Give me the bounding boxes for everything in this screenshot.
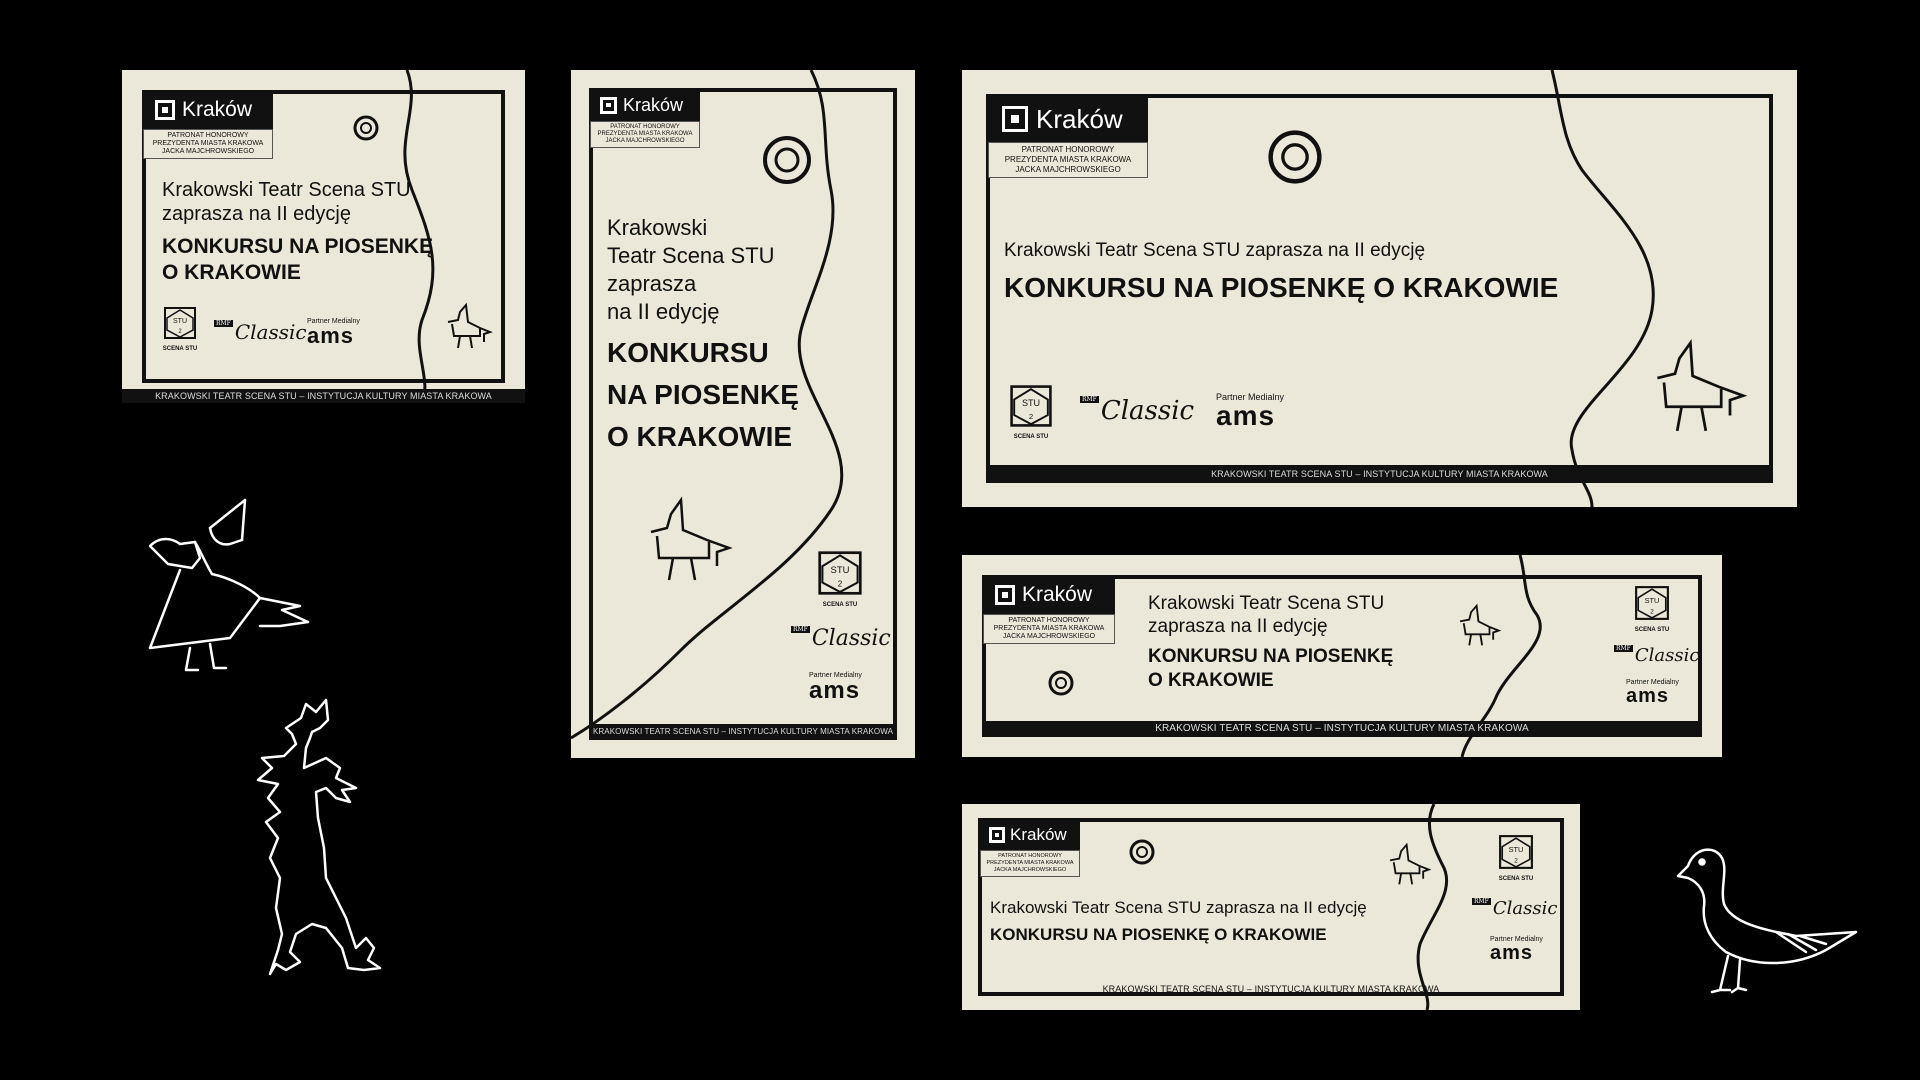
banner-small-landscape[interactable]: [962, 804, 1580, 1010]
pretzel-icon: [352, 114, 380, 142]
city-name: Kraków: [1036, 103, 1123, 134]
stu-caption: SCENA STU: [162, 346, 198, 352]
stu-caption: SCENA STU: [1013, 434, 1049, 440]
footer-text: KRAKOWSKI TEATR SCENA STU – INSTYTUCJA KULTURY MIASTA KRAKOWA: [982, 721, 1702, 737]
stu-logo: [1496, 834, 1536, 882]
svg-text:2: 2: [837, 579, 843, 589]
classic-label: Classic: [811, 626, 891, 651]
krakow-square-icon: [155, 100, 175, 120]
patronage-line: PREZYDENTA MIASTA KRAKOWA: [986, 860, 1074, 866]
svg-text:STU: STU: [830, 565, 850, 576]
patronage-line: PREZYDENTA MIASTA KRAKOWA: [993, 625, 1105, 632]
patronage-line: JACKA MAJCHROWSKIEGO: [161, 148, 255, 155]
knight-icon: [1452, 603, 1504, 649]
stu-logo: [160, 306, 200, 352]
svg-text:STU: STU: [1021, 398, 1041, 408]
ams-logo: [1216, 392, 1284, 430]
ams-name: ams: [307, 323, 355, 348]
intro-text: [1148, 593, 1384, 639]
city-name: Kraków: [182, 98, 253, 121]
classic-label: Classic: [234, 320, 307, 344]
intro-line: zaprasza na II edycję: [162, 203, 351, 225]
intro-line: Krakowski: [607, 215, 708, 240]
ams-logo: [307, 318, 360, 347]
stu-logo: [815, 550, 865, 608]
svg-text:STU: STU: [1508, 845, 1524, 854]
ams-name: ams: [809, 677, 861, 704]
patronage-line: JACKA MAJCHROWSKIEGO: [1002, 633, 1096, 640]
partner-label: Partner Medialny: [1626, 679, 1679, 686]
pretzel-icon: [1264, 126, 1326, 188]
intro-text: Krakowski Teatr Scena STU zaprasza na II edycję: [1004, 240, 1426, 261]
patronage-line: PREZYDENTA MIASTA KRAKOWA: [152, 140, 264, 147]
stu-logo: [1006, 384, 1056, 440]
intro-line: Teatr Scena STU: [607, 243, 775, 268]
svg-text:STU: STU: [1644, 596, 1660, 605]
knight-icon: [440, 302, 495, 352]
patronage-line: JACKA MAJCHROWSKIEGO: [605, 138, 685, 144]
rmf-label: RMF: [793, 626, 808, 633]
stu-caption: SCENA STU: [1634, 627, 1670, 633]
contest-title: [162, 234, 433, 287]
patronage-line: PATRONAT HONOROWY: [167, 132, 249, 139]
patronage-line: PREZYDENTA MIASTA KRAKOWA: [597, 131, 693, 137]
pretzel-icon: [1047, 669, 1075, 697]
partner-label: Partner Medialny: [1216, 392, 1285, 402]
rmf-label: RMF: [1616, 645, 1631, 652]
krakow-logo: [983, 576, 1115, 644]
krakow-square-icon: [600, 97, 617, 114]
rmf-classic-logo: [1080, 396, 1194, 426]
banner-large-landscape[interactable]: [962, 70, 1797, 507]
classic-label: Classic: [1492, 898, 1558, 919]
knight-drawing-icon: [140, 498, 330, 678]
krakow-square-icon: [989, 827, 1005, 843]
stu-logo: [1632, 585, 1672, 633]
patronage-line: PATRONAT HONOROWY: [610, 124, 680, 130]
intro-line: zaprasza na II edycję: [1148, 615, 1328, 637]
patronage-box: [143, 129, 273, 159]
title-line: KONKURSU NA PIOSENKĘ: [1148, 646, 1394, 667]
footer-text: KRAKOWSKI TEATR SCENA STU – INSTYTUCJA KULTURY MIASTA KRAKOWA: [589, 724, 897, 740]
title-line: O KRAKOWIE: [1148, 669, 1274, 691]
patronage-box: [590, 121, 700, 148]
contest-title: [607, 332, 799, 458]
ams-logo: [809, 672, 862, 703]
krakow-logo: [988, 96, 1148, 178]
svg-text:2: 2: [1514, 857, 1518, 865]
contest-title: KONKURSU NA PIOSENKĘ O KRAKOWIE: [1004, 272, 1559, 303]
rmf-label: RMF: [216, 320, 231, 327]
svg-text:STU: STU: [173, 318, 187, 325]
rmf-label: RMF: [1474, 898, 1489, 905]
knight-icon: [1382, 842, 1434, 888]
banner-medium-landscape[interactable]: [962, 555, 1722, 757]
intro-line: Krakowski Teatr Scena STU: [162, 179, 411, 201]
patronage-line: JACKA MAJCHROWSKIEGO: [993, 867, 1067, 873]
banner-square[interactable]: [122, 70, 525, 403]
rmf-classic-logo: [791, 626, 891, 651]
knight-icon: [1642, 338, 1752, 438]
ams-name: ams: [1216, 400, 1276, 431]
intro-text: [607, 214, 775, 326]
pretzel-icon: [759, 132, 815, 188]
intro-line: zaprasza: [607, 271, 697, 296]
pigeon-drawing-icon: [1676, 840, 1858, 996]
svg-text:2: 2: [178, 329, 182, 335]
title-line: KONKURSU NA PIOSENKĘ: [162, 235, 434, 258]
pretzel-icon: [1128, 838, 1156, 866]
rmf-classic-logo: [1472, 898, 1557, 919]
krakow-logo: [143, 91, 273, 159]
title-line: O KRAKOWIE: [607, 421, 793, 452]
svg-text:2: 2: [1028, 411, 1034, 421]
city-name: Kraków: [1010, 825, 1067, 844]
stu-caption: SCENA STU: [1498, 876, 1534, 882]
intro-line: na II edycję: [607, 299, 720, 324]
title-line: NA PIOSENKĘ: [607, 379, 799, 410]
contest-title: [1148, 645, 1393, 693]
stu-caption: SCENA STU: [822, 602, 858, 608]
krakow-logo: [980, 820, 1080, 877]
ams-name: ams: [1490, 942, 1534, 964]
classic-label: Classic: [1634, 645, 1700, 666]
partner-label: Partner Medialny: [809, 672, 862, 679]
classic-label: Classic: [1100, 396, 1195, 426]
intro-line: Krakowski Teatr Scena STU: [1148, 593, 1385, 614]
intro-text: [162, 178, 411, 226]
title-line: O KRAKOWIE: [162, 261, 301, 285]
stu-emblem-icon: [1009, 384, 1053, 428]
city-name: Kraków: [623, 94, 684, 115]
krakow-square-icon: [1002, 106, 1028, 132]
rmf-classic-logo: [1614, 645, 1699, 666]
patronage-box: [983, 614, 1115, 644]
ams-logo: [1626, 679, 1679, 706]
krakow-logo: [590, 89, 700, 148]
stu-emblem-icon: [817, 550, 863, 596]
patronage-line: PREZYDENTA MIASTA KRAKOWA: [1004, 155, 1132, 164]
dragon-drawing-icon: [256, 698, 414, 988]
knight-icon: [637, 496, 737, 586]
footer-text: KRAKOWSKI TEATR SCENA STU – INSTYTUCJA KULTURY MIASTA KRAKOWA: [122, 389, 525, 403]
rmf-label: RMF: [1082, 396, 1097, 403]
intro-text: Krakowski Teatr Scena STU zaprasza na II edycję: [990, 898, 1367, 917]
title-line: KONKURSU: [607, 337, 769, 368]
krakow-square-icon: [995, 585, 1015, 605]
contest-title: KONKURSU NA PIOSENKĘ O KRAKOWIE: [990, 925, 1327, 944]
patronage-box: [980, 850, 1080, 877]
patronage-box: [988, 142, 1148, 178]
footer-text: KRAKOWSKI TEATR SCENA STU – INSTYTUCJA KULTURY MIASTA KRAKOWA: [1102, 984, 1440, 994]
city-name: Kraków: [1022, 583, 1093, 606]
patronage-line: PATRONAT HONOROWY: [998, 853, 1062, 859]
partner-label: Partner Medialny: [307, 318, 360, 325]
rmf-classic-logo: [214, 320, 307, 344]
patronage-line: PATRONAT HONOROWY: [1008, 617, 1090, 624]
stu-emblem-icon: [1498, 834, 1534, 870]
ams-logo: [1490, 936, 1543, 963]
svg-text:2: 2: [1650, 608, 1654, 616]
partner-label: Partner Medialny: [1490, 936, 1543, 943]
footer-text: KRAKOWSKI TEATR SCENA STU – INSTYTUCJA KULTURY MIASTA KRAKOWA: [986, 465, 1773, 483]
stu-emblem-icon: [163, 306, 197, 340]
stu-emblem-icon: [1634, 585, 1670, 621]
banner-vertical[interactable]: [571, 70, 915, 758]
patronage-line: JACKA MAJCHROWSKIEGO: [1015, 165, 1121, 174]
patronage-line: PATRONAT HONOROWY: [1021, 145, 1115, 154]
ams-name: ams: [1626, 685, 1670, 707]
